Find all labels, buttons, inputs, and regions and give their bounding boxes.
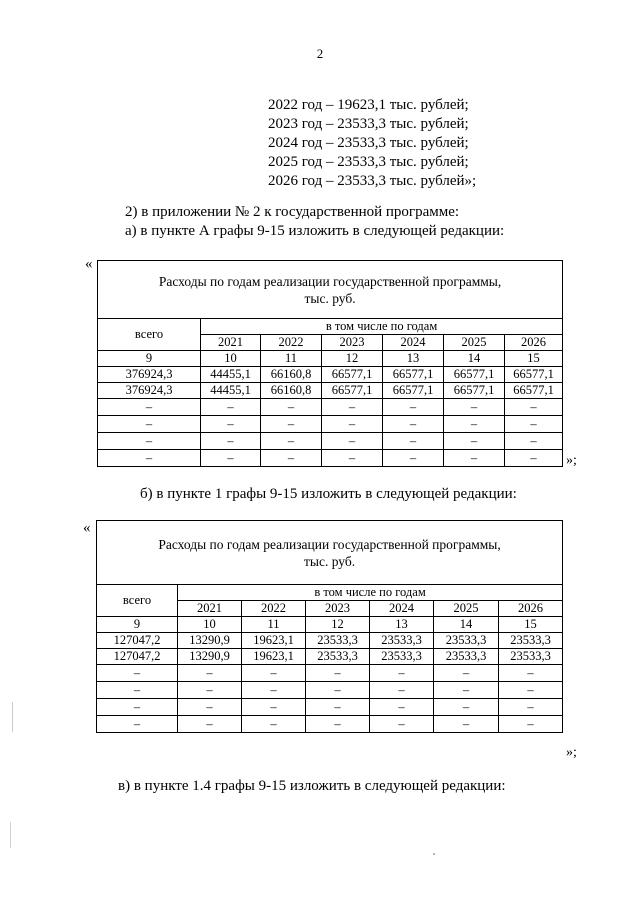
table-title-line: Расходы по годам реализации государственной программы,	[158, 536, 501, 552]
column-number: 13	[370, 617, 434, 633]
page-number: 2	[316, 46, 324, 61]
table-cell: 13290,9	[178, 633, 242, 649]
table-row	[97, 649, 563, 665]
expenses-table-b	[96, 520, 563, 733]
table-row	[97, 665, 563, 682]
table-cell: 23533,3	[499, 633, 563, 649]
table-cell: 23533,3	[370, 633, 434, 649]
table-cell: 23533,3	[306, 633, 370, 649]
table-cell: 19623,1	[242, 649, 306, 665]
total-header: всего	[97, 585, 178, 617]
year-line: 2023 год – 23533,3 тыс. рублей;	[268, 116, 469, 132]
by-years-header: в том числе по годам	[178, 585, 563, 601]
table-cell: –	[97, 699, 178, 716]
table-cell: –	[97, 665, 178, 682]
table-row	[98, 399, 563, 416]
close-quote: »;	[566, 745, 577, 760]
table-cell: –	[499, 682, 563, 699]
table-cell: –	[201, 416, 261, 433]
year-header: 2021	[178, 601, 242, 617]
table-cell: –	[201, 399, 261, 416]
year-header: 2026	[499, 601, 563, 617]
scan-mark	[12, 702, 13, 732]
table-row	[98, 450, 563, 467]
table-cell: –	[306, 682, 370, 699]
table-row	[98, 433, 563, 450]
table-cell: –	[98, 433, 201, 450]
table-cell: –	[499, 665, 563, 682]
column-number: 15	[499, 617, 563, 633]
column-number: 13	[383, 351, 444, 367]
year-header: 2025	[434, 601, 499, 617]
year-line: 2025 год – 23533,3 тыс. рублей;	[268, 154, 469, 170]
table-cell: –	[261, 450, 322, 467]
paragraph-2: 2) в приложении № 2 к государственной программе:	[125, 204, 460, 220]
table-cell: 66577,1	[505, 383, 563, 399]
table-cell: –	[306, 665, 370, 682]
table-cell: 66577,1	[322, 367, 383, 383]
year-header: 2023	[306, 601, 370, 617]
table-cell: –	[434, 665, 499, 682]
column-number: 15	[505, 351, 563, 367]
table-cell: –	[505, 416, 563, 433]
paragraph-a: а) в пункте А графы 9-15 изложить в следующей редакции:	[125, 223, 505, 239]
year-line: 2024 год – 23533,3 тыс. рублей;	[268, 135, 469, 151]
table-cell: –	[434, 699, 499, 716]
table-cell: –	[242, 716, 306, 733]
table-cell: –	[242, 699, 306, 716]
table-cell: –	[444, 399, 505, 416]
paragraph-c: в) в пункте 1.4 графы 9-15 изложить в следующей редакции:	[118, 778, 506, 794]
table-cell: –	[383, 450, 444, 467]
table-cell: 23533,3	[434, 649, 499, 665]
table-cell: –	[178, 699, 242, 716]
year-header: 2025	[444, 335, 505, 351]
column-number: 10	[201, 351, 261, 367]
table-cell: 23533,3	[306, 649, 370, 665]
table-cell: –	[370, 699, 434, 716]
table-cell: –	[261, 399, 322, 416]
table-row	[98, 367, 563, 383]
column-number: 10	[178, 617, 242, 633]
table-cell: –	[97, 716, 178, 733]
column-number-row	[98, 351, 563, 367]
column-number: 11	[261, 351, 322, 367]
table-cell: 127047,2	[97, 649, 178, 665]
table-cell: 66577,1	[383, 383, 444, 399]
table-cell: 376924,3	[98, 383, 201, 399]
column-number: 12	[306, 617, 370, 633]
table-cell: –	[242, 682, 306, 699]
table-cell: 66577,1	[322, 383, 383, 399]
year-line: 2022 год – 19623,1 тыс. рублей;	[268, 97, 469, 113]
column-number-row	[97, 617, 563, 633]
table-cell: 23533,3	[370, 649, 434, 665]
close-quote: »;	[566, 453, 577, 468]
year-header: 2026	[505, 335, 563, 351]
table-cell: –	[322, 399, 383, 416]
table-title-line: Расходы по годам реализации государственной программы,	[158, 273, 502, 289]
table-cell: –	[178, 682, 242, 699]
table-row	[97, 682, 563, 699]
year-header: 2022	[242, 601, 306, 617]
table-row	[97, 699, 563, 716]
scan-mark	[433, 853, 435, 855]
table-cell: 66577,1	[444, 383, 505, 399]
table-cell: –	[201, 450, 261, 467]
year-header: 2024	[383, 335, 444, 351]
table-cell: 66160,8	[261, 367, 322, 383]
paragraph-b: б) в пункте 1 графы 9-15 изложить в следующей редакции:	[140, 486, 517, 502]
table-cell: 66160,8	[261, 383, 322, 399]
table-cell: –	[370, 665, 434, 682]
table-cell: –	[370, 716, 434, 733]
table-cell: –	[444, 416, 505, 433]
table-cell: –	[98, 399, 201, 416]
total-header: всего	[98, 319, 201, 351]
table-cell: –	[383, 416, 444, 433]
expenses-table-a	[97, 260, 563, 467]
table-row	[97, 633, 563, 649]
table-cell: –	[505, 433, 563, 450]
table-cell: –	[383, 399, 444, 416]
table-cell: –	[322, 450, 383, 467]
table-cell: –	[242, 665, 306, 682]
table-cell: 23533,3	[434, 633, 499, 649]
table-cell: –	[322, 416, 383, 433]
table-cell: –	[499, 716, 563, 733]
table-cell: –	[322, 433, 383, 450]
table-row	[97, 716, 563, 733]
table-cell: –	[306, 699, 370, 716]
table-row	[98, 416, 563, 433]
open-quote: «	[83, 520, 91, 536]
table-cell: 66577,1	[505, 367, 563, 383]
table-cell: –	[306, 716, 370, 733]
table-row	[98, 383, 563, 399]
table-cell: 44455,1	[201, 383, 261, 399]
table-cell: 66577,1	[444, 367, 505, 383]
table-cell: 13290,9	[178, 649, 242, 665]
table-cell: –	[444, 433, 505, 450]
table-cell: –	[370, 682, 434, 699]
table-title-line: тыс. руб.	[303, 553, 356, 569]
table-cell: 44455,1	[201, 367, 261, 383]
table-cell: –	[499, 699, 563, 716]
table-cell: –	[261, 416, 322, 433]
table-cell: –	[98, 416, 201, 433]
table-cell: –	[383, 433, 444, 450]
table-cell: 66577,1	[383, 367, 444, 383]
table-cell: –	[505, 399, 563, 416]
year-header: 2023	[322, 335, 383, 351]
column-number: 11	[242, 617, 306, 633]
year-header: 2022	[261, 335, 322, 351]
year-header: 2021	[201, 335, 261, 351]
by-years-header: в том числе по годам	[201, 319, 563, 335]
table-cell: –	[98, 450, 201, 467]
table-title	[98, 261, 563, 319]
table-cell: –	[505, 450, 563, 467]
table-cell: –	[261, 433, 322, 450]
table-title-line: тыс. руб.	[304, 290, 356, 306]
table-cell: –	[201, 433, 261, 450]
table-cell: 376924,3	[98, 367, 201, 383]
table-cell: –	[97, 682, 178, 699]
table-title	[97, 521, 563, 585]
table-cell: 23533,3	[499, 649, 563, 665]
year-line: 2026 год – 23533,3 тыс. рублей»;	[268, 173, 477, 189]
column-number: 12	[322, 351, 383, 367]
table-cell: –	[444, 450, 505, 467]
table-cell: 19623,1	[242, 633, 306, 649]
column-number: 9	[97, 617, 178, 633]
open-quote: «	[85, 256, 93, 272]
table-cell: –	[434, 682, 499, 699]
column-number: 14	[434, 617, 499, 633]
year-header: 2024	[370, 601, 434, 617]
table-cell: –	[178, 716, 242, 733]
table-cell: –	[178, 665, 242, 682]
year-list	[268, 96, 476, 191]
column-number: 14	[444, 351, 505, 367]
column-number: 9	[98, 351, 201, 367]
table-cell: 127047,2	[97, 633, 178, 649]
table-cell: –	[434, 716, 499, 733]
scan-mark	[10, 822, 11, 848]
